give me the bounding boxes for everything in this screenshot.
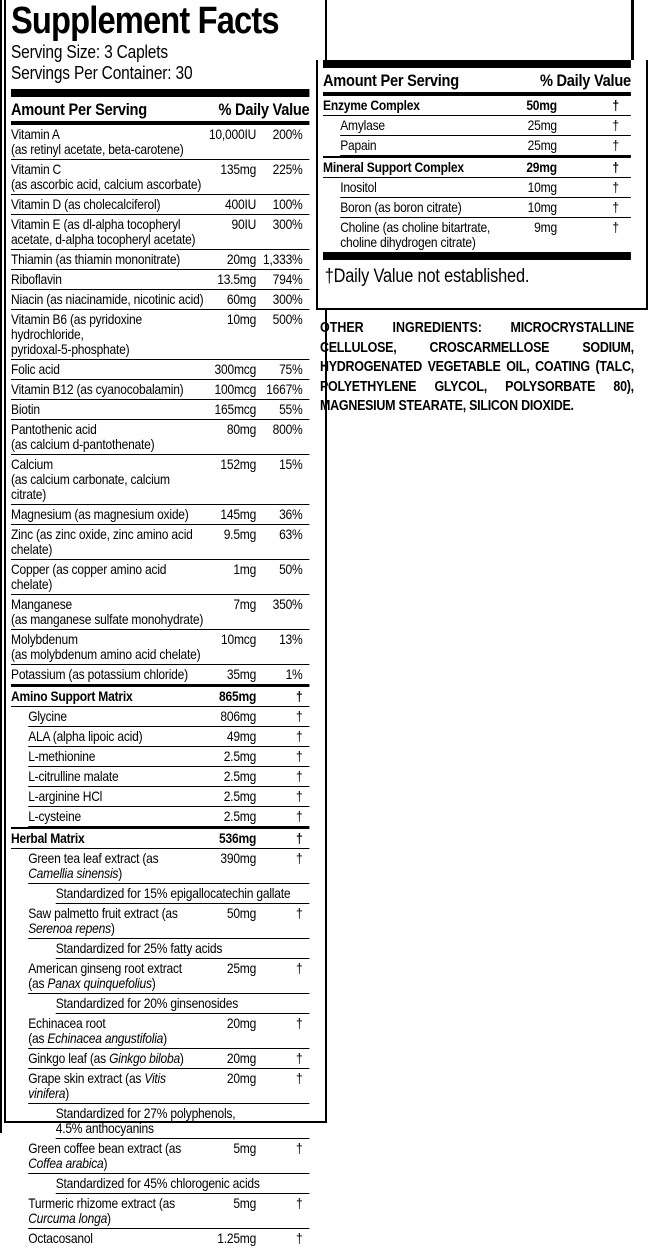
ingredient-name-text: Choline (as choline bitartrate, [340, 218, 491, 235]
ingredient-name-text: Vitamin A [11, 125, 60, 142]
table-row [11, 310, 309, 360]
amount-value: 165mcg [214, 400, 257, 417]
table-row [28, 727, 309, 747]
table-row [340, 218, 631, 252]
table-row [11, 525, 309, 560]
amount-value: 80mg [226, 420, 257, 437]
table-row [11, 420, 309, 455]
table-row [28, 747, 309, 767]
ingredient-name-text: Vitamin B6 (as pyridoxine hydrochloride, [11, 310, 142, 342]
table-row [11, 215, 309, 250]
ingredient-name-text: Riboflavin [11, 270, 62, 287]
ingredient-name [11, 252, 205, 267]
table-row [11, 195, 309, 215]
daily-value: 1,333% [262, 250, 303, 267]
ingredient-name [28, 709, 204, 724]
ingredient-name [56, 1176, 293, 1191]
amount-per-serving-header: Amount Per Serving [11, 99, 147, 119]
table-row [11, 827, 309, 849]
amount-value: 90IU [231, 215, 257, 232]
ingredient-name-text: Zinc (as zinc oxide, zinc amino acid chelate) [11, 525, 193, 557]
ingredient-name-text: Glycine [28, 707, 67, 724]
ingredient-name [28, 1231, 204, 1246]
daily-value: † [296, 904, 303, 921]
amount-value: 5mg [233, 1139, 257, 1156]
table-row [28, 767, 309, 787]
daily-value: 225% [272, 160, 303, 177]
ingredient-name-text: Echinacea root [28, 1014, 106, 1031]
table-row [28, 959, 309, 994]
amount-value: 400IU [225, 195, 257, 212]
ingredient-name-text: (as [28, 1029, 48, 1046]
table-row [11, 360, 309, 380]
daily-value: † [612, 178, 619, 195]
amount-value: 300mcg [214, 360, 257, 377]
ingredient-name [11, 382, 205, 397]
botanical-name: Vitis vinifera [28, 1069, 166, 1101]
daily-value: 794% [272, 270, 303, 287]
ingredient-name [28, 809, 204, 824]
daily-value: † [296, 727, 303, 744]
daily-value: † [296, 747, 303, 764]
table-row [56, 939, 310, 959]
daily-value: † [612, 218, 619, 235]
ingredient-name [11, 362, 205, 377]
ingredient-name-text: Vitamin B12 (as cyanocobalamin) [11, 380, 184, 397]
botanical-name: Serenoa repens [28, 919, 111, 936]
ingredient-name-text: ALA (alpha lipoic acid) [28, 727, 143, 744]
daily-value: 100% [272, 195, 303, 212]
ingredient-name [56, 1106, 293, 1136]
ingredient-name-text: Standardized for 15% epigallocatechin gallate [55, 884, 291, 901]
ingredient-name-text: acetate, d-alpha tocopheryl acetate) [11, 230, 196, 247]
amount-value: 20mg [226, 1014, 257, 1031]
table-row [340, 178, 631, 198]
amount-value: 2.5mg [223, 747, 257, 764]
ingredient-name-text: Boron (as boron citrate) [340, 198, 462, 215]
daily-value: 800% [272, 420, 303, 437]
ingredient-name [11, 457, 205, 502]
daily-value: 55% [279, 400, 303, 417]
ingredient-name [323, 160, 519, 175]
divider-bar [323, 60, 631, 68]
ingredient-name [56, 996, 293, 1011]
ingredient-name-text: ) [110, 919, 115, 936]
ingredient-name-text: Copper (as copper amino acid chelate) [11, 560, 167, 592]
daily-value: 50% [279, 560, 303, 577]
table-row [11, 505, 309, 525]
daily-value: 1667% [266, 380, 303, 397]
ingredient-name [340, 138, 519, 153]
ingredient-name-text: L-methionine [28, 747, 96, 764]
daily-value: † [296, 829, 303, 846]
amount-value: 20mg [226, 1069, 257, 1086]
ingredient-name-text: L-citrulline malate [28, 767, 119, 784]
table-row [11, 685, 309, 707]
botanical-name: Camellia sinensis [28, 864, 119, 881]
label-right-border [631, 0, 634, 63]
amount-value: 100mcg [214, 380, 257, 397]
ingredient-name-text: 4.5% anthocyanins [55, 1119, 154, 1136]
secondary-facts-panel [316, 60, 648, 310]
ingredient-name-text: Papain [340, 136, 377, 153]
ingredient-name-text: Mineral Support Complex [323, 158, 464, 175]
ingredient-name-text: choline dihydrogen citrate) [340, 233, 476, 250]
daily-value: 63% [279, 525, 303, 542]
ingredient-name [11, 292, 205, 307]
daily-value: 13% [279, 630, 303, 647]
amount-value: 50mg [526, 96, 557, 113]
ingredient-name [56, 941, 293, 956]
table-row [11, 125, 309, 160]
table-row [28, 1194, 309, 1229]
ingredient-name-text: Manganese [11, 595, 72, 612]
ingredient-name-text: (as calcium d-pantothenate) [11, 435, 155, 452]
daily-value-footnote: †Daily Value not established. [324, 265, 530, 287]
amount-value: 25mg [527, 116, 557, 133]
ingredient-name [28, 961, 204, 991]
amount-value: 35mg [226, 665, 257, 682]
amount-value: 5mg [233, 1194, 257, 1211]
amount-value: 20mg [226, 1049, 257, 1066]
daily-value: † [612, 158, 619, 175]
table-row [11, 595, 309, 630]
ingredient-name [11, 667, 205, 682]
ingredient-name-text: Thiamin (as thiamin mononitrate) [11, 250, 181, 267]
ingredient-name [11, 272, 205, 287]
daily-value: 500% [272, 310, 303, 327]
table-row [28, 707, 309, 727]
ingredient-name [28, 789, 204, 804]
ingredient-name [28, 1016, 204, 1046]
daily-value: † [296, 787, 303, 804]
amount-value: 1.25mg [217, 1229, 257, 1246]
amount-value: 29mg [526, 158, 557, 175]
daily-value-header: % Daily Value [218, 99, 310, 119]
ingredient-name-text: Potassium (as potassium chloride) [11, 665, 188, 682]
ingredient-name [28, 906, 204, 936]
ingredient-name-text: Niacin (as niacinamide, nicotinic acid) [11, 290, 204, 307]
ingredient-name [340, 220, 519, 250]
table-row [323, 156, 631, 178]
right-table-header [323, 68, 631, 92]
table-row [28, 849, 309, 884]
amount-value: 536mg [219, 829, 257, 846]
ingredient-name [28, 851, 204, 881]
ingredient-name [11, 402, 205, 417]
other-ingredients-text: MICROCRYSTALLINE CELLULOSE, CROSCARMELLOSE SODIUM, HYDROGENATED VEGETABLE OIL, COATING (TALC, POLYETHYLENE GLYCOL, POLYSORBATE 80), MAGNESIUM STEARATE, SILICON DIOXIDE. [320, 320, 634, 414]
daily-value: 1% [285, 665, 303, 682]
table-row [28, 1229, 309, 1248]
ingredient-name-text: (as molybdenum amino acid chelate) [11, 645, 201, 662]
amount-value: 7mg [233, 595, 257, 612]
amount-value: 25mg [226, 959, 257, 976]
ingredient-name-text: Amino Support Matrix [11, 687, 133, 704]
amount-value: 25mg [527, 136, 557, 153]
daily-value: † [296, 1194, 303, 1211]
amount-value: 60mg [226, 290, 257, 307]
amount-value: 1mg [233, 560, 257, 577]
daily-value: † [612, 198, 619, 215]
ingredient-name [11, 422, 205, 452]
daily-value: † [296, 707, 303, 724]
ingredient-name-text: (as calcium carbonate, calcium citrate) [11, 470, 170, 502]
amount-value: 806mg [220, 707, 257, 724]
ingredient-name [11, 632, 205, 662]
ingredient-name-text: ) [163, 1029, 167, 1046]
ingredient-name [11, 162, 205, 192]
ingredient-name [11, 527, 205, 557]
ingredient-name-text: Standardized for 20% ginsenosides [55, 994, 239, 1011]
ingredient-name-text: Biotin [11, 400, 40, 417]
other-ingredients-label: OTHER INGREDIENTS: [320, 320, 482, 336]
ingredient-name [340, 180, 519, 195]
table-row [11, 250, 309, 270]
daily-value: † [612, 136, 619, 153]
ingredient-name-text: Herbal Matrix [11, 829, 85, 846]
panel-title: Supplement Facts [11, 0, 279, 42]
daily-value: † [296, 687, 303, 704]
amount-per-serving-header: Amount Per Serving [323, 70, 459, 90]
ingredient-name [28, 1141, 204, 1171]
amount-value: 10mg [527, 178, 557, 195]
ingredient-name [323, 98, 519, 113]
divider-bar [323, 252, 631, 260]
ingredient-name-text: L-cysteine [28, 807, 81, 824]
ingredient-name [28, 749, 204, 764]
amount-value: 2.5mg [223, 807, 257, 824]
ingredient-name-text: Grape skin extract (as [28, 1069, 145, 1086]
ingredient-name-text: Vitamin D (as cholecalciferol) [11, 195, 161, 212]
ingredient-name-text: Ginkgo leaf (as [28, 1049, 110, 1066]
table-row [28, 1139, 309, 1174]
ingredient-name [11, 689, 205, 704]
ingredient-name-text: ) [107, 1209, 111, 1226]
amount-value: 49mg [226, 727, 257, 744]
daily-value: † [296, 767, 303, 784]
daily-value: 300% [272, 290, 303, 307]
daily-value: 200% [272, 125, 303, 142]
ingredient-name-text: ) [151, 974, 156, 991]
amount-value: 10mcg [221, 630, 257, 647]
table-row [28, 1049, 309, 1069]
table-row [28, 807, 309, 827]
table-row [11, 630, 309, 665]
ingredient-name [340, 200, 519, 215]
botanical-name: Ginkgo biloba [109, 1049, 180, 1066]
table-row [11, 560, 309, 595]
daily-value: † [296, 1014, 303, 1031]
daily-value: † [296, 1049, 303, 1066]
ingredient-name [340, 118, 519, 133]
ingredient-name-text: Standardized for 45% chlorogenic acids [55, 1174, 260, 1191]
ingredient-name [11, 831, 205, 846]
ingredient-name-text: Molybdenum [11, 630, 78, 647]
left-table-header [11, 97, 309, 121]
ingredient-name [28, 729, 204, 744]
ingredient-name [11, 507, 205, 522]
ingredient-name-text: Inositol [340, 178, 377, 195]
daily-value: † [612, 116, 619, 133]
table-row [340, 116, 631, 136]
botanical-name: Curcuma longa [28, 1209, 108, 1226]
table-row [28, 787, 309, 807]
amount-value: 10mg [527, 198, 557, 215]
table-row [11, 380, 309, 400]
table-row [28, 1014, 309, 1049]
ingredient-name-text: Turmeric rhizome extract (as [28, 1194, 175, 1211]
divider-bar [11, 89, 309, 97]
ingredient-name-text: Amylase [340, 116, 385, 133]
ingredient-name-text: American ginseng root extract [28, 959, 182, 976]
ingredient-name-text: Magnesium (as magnesium oxide) [11, 505, 189, 522]
table-row [56, 1174, 310, 1194]
amount-value: 152mg [220, 455, 257, 472]
amount-value: 2.5mg [223, 787, 257, 804]
table-row [56, 1104, 310, 1139]
daily-value: 15% [279, 455, 303, 472]
daily-value: † [296, 1139, 303, 1156]
ingredient-name [28, 1196, 204, 1226]
ingredient-name-text: L-arginine HCl [28, 787, 103, 804]
ingredient-name-text: ) [118, 864, 123, 881]
ingredient-name-text: Pantothenic acid [11, 420, 97, 437]
other-ingredients-section [320, 319, 634, 417]
table-row [11, 270, 309, 290]
amount-value: 9mg [534, 218, 557, 235]
amount-value: 135mg [220, 160, 257, 177]
botanical-name: Echinacea angustifolia [47, 1029, 164, 1046]
table-row [28, 904, 309, 939]
ingredient-name-text: ) [103, 1154, 108, 1171]
table-row [11, 455, 309, 505]
daily-value: 36% [279, 505, 303, 522]
ingredient-name-text: (as retinyl acetate, beta-carotene) [11, 140, 184, 157]
table-row [11, 160, 309, 195]
ingredient-name-text: pyridoxal-5-phosphate) [11, 340, 130, 357]
ingredient-name [11, 197, 205, 212]
amount-value: 10,000IU [208, 125, 257, 142]
amount-value: 2.5mg [223, 767, 257, 784]
right-ingredient-table [323, 96, 631, 252]
daily-value: † [296, 849, 303, 866]
daily-value-header: % Daily Value [539, 70, 631, 90]
table-row [11, 400, 309, 420]
amount-value: 50mg [226, 904, 257, 921]
botanical-name: Coffea arabica [28, 1154, 104, 1171]
ingredient-name-text: Vitamin E (as dl-alpha tocopheryl [11, 215, 181, 232]
table-row [56, 994, 310, 1014]
daily-value: † [296, 1229, 303, 1246]
ingredient-name [11, 597, 205, 627]
left-ingredient-table [11, 125, 309, 1248]
ingredient-name [11, 312, 205, 357]
daily-value: 300% [272, 215, 303, 232]
daily-value: 75% [279, 360, 303, 377]
ingredient-name-text: Standardized for 27% polyphenols, [55, 1104, 236, 1121]
ingredient-name-text: Green coffee bean extract (as [28, 1139, 182, 1156]
botanical-name: Panax quinquefolius [47, 974, 152, 991]
ingredient-name [56, 886, 293, 901]
label-left-border [0, 0, 2, 1133]
amount-value: 20mg [226, 250, 257, 267]
daily-value: † [612, 96, 619, 113]
ingredient-name-text: Enzyme Complex [323, 96, 420, 113]
ingredient-name-text: Saw palmetto fruit extract (as [28, 904, 178, 921]
ingredient-name [28, 1051, 204, 1066]
daily-value: 350% [272, 595, 303, 612]
amount-value: 145mg [220, 505, 257, 522]
table-row [28, 1069, 309, 1104]
table-row [56, 884, 310, 904]
servings-per-container: Servings Per Container: 30 [11, 62, 193, 83]
daily-value: † [296, 959, 303, 976]
ingredient-name-text: Standardized for 25% fatty acids [55, 939, 223, 956]
ingredient-name [11, 217, 205, 247]
ingredient-name-text: Octacosanol [28, 1229, 93, 1246]
ingredient-name [11, 127, 205, 157]
ingredient-name-text: ) [179, 1049, 184, 1066]
table-row [340, 198, 631, 218]
table-row [340, 136, 631, 156]
ingredient-name-text: (as manganese sulfate monohydrate) [11, 610, 204, 627]
daily-value: † [296, 807, 303, 824]
ingredient-name-text: (as [28, 974, 48, 991]
ingredient-name [11, 562, 205, 592]
table-row [323, 96, 631, 116]
ingredient-name [28, 1071, 204, 1101]
serving-size: Serving Size: 3 Caplets [11, 42, 168, 62]
amount-value: 13.5mg [217, 270, 257, 287]
amount-value: 10mg [226, 310, 257, 327]
ingredient-name-text: Calcium [11, 455, 53, 472]
ingredient-name-text: Green tea leaf extract (as [28, 849, 159, 866]
table-row [11, 290, 309, 310]
daily-value: † [296, 1069, 303, 1086]
ingredient-name-text: Vitamin C [11, 160, 62, 177]
ingredient-name-text: Folic acid [11, 360, 60, 377]
ingredient-name [28, 769, 204, 784]
ingredient-name-text: (as ascorbic acid, calcium ascorbate) [11, 175, 202, 192]
ingredient-name-text: ) [65, 1084, 70, 1101]
amount-value: 9.5mg [223, 525, 257, 542]
main-facts-panel [4, 0, 327, 1246]
amount-value: 865mg [219, 687, 257, 704]
table-row [11, 665, 309, 685]
amount-value: 390mg [220, 849, 257, 866]
